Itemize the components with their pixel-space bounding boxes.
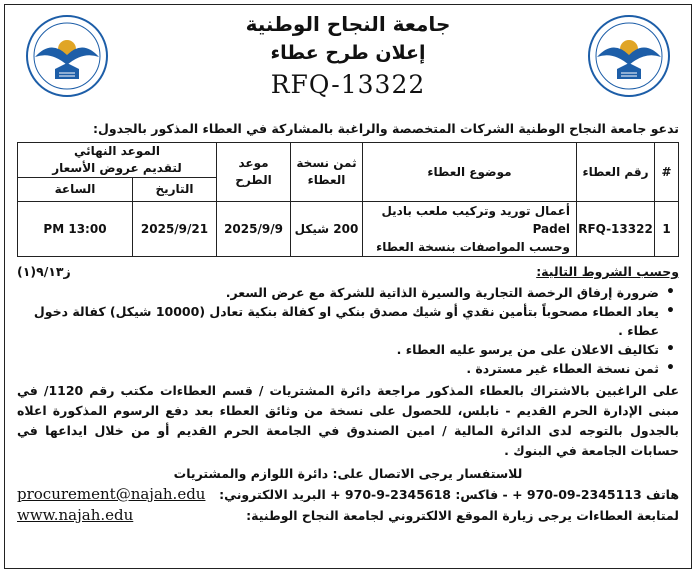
header-deadline	[18, 143, 217, 178]
conditions-ref: ز٩/١٣(١)	[17, 264, 71, 279]
header-deadline-date: التاريخ	[133, 178, 217, 202]
header	[17, 9, 679, 117]
instructions-paragraph: على الراغبين بالاشتراك بالعطاء المذكور مراجعة دائرة المشتريات / قسم العطاءات مكتب رقم 1120/ في مبنى الإدارة الحرم القديم - نابلس، للحصول على نسخة من وثائق العطاء بعد دفع الرسوم المذكورة اعلاه بالجدول بالتوجه لدى الدائرة المالية / امين الصندوق في الجامعة الحرم القديم أو من خلال ايداعها في حسابات الجامعة في البنوك .	[17, 383, 679, 458]
cell-deadline-date: 2025/9/21	[133, 202, 217, 257]
email-link[interactable]: procurement@najah.edu	[17, 485, 206, 503]
announcement-title: إعلان طرح عطاء	[270, 42, 426, 64]
conditions-list	[17, 283, 679, 378]
cell-date: 2025/9/9	[217, 202, 291, 257]
header-deadline-line2: لتقديم عروض الأسعار	[52, 161, 182, 175]
cell-subject	[363, 202, 577, 257]
rfq-number: RFQ-13322	[270, 70, 426, 99]
intro-text: تدعو جامعة النجاح الوطنية الشركات المتخصصة والراغبة بالمشاركة في العطاء المذكور بالجدول:	[93, 121, 679, 136]
condition-item: • تكاليف الاعلان على من يرسو عليه العطاء .	[17, 340, 659, 359]
conditions-label: وحسب الشروط التالية:	[536, 264, 679, 279]
tender-table	[17, 142, 679, 257]
cell-price: 200 شيكل	[291, 202, 363, 257]
university-logo-left	[21, 13, 113, 99]
header-date	[217, 143, 291, 202]
header-num: #	[655, 143, 679, 202]
phone-fax-text: هاتف 2345113-09-970 + - فاكس: 2345618-9-970 + البريد الالكتروني:	[219, 487, 679, 502]
cell-deadline-time: 13:00 PM	[18, 202, 133, 257]
cell-subject-line2: وحسب المواصفات بنسخة العطاء	[376, 240, 570, 254]
university-crest-icon	[21, 13, 113, 99]
university-name: جامعة النجاح الوطنية	[245, 12, 451, 36]
condition-item: • ثمن نسخة العطاء غير مستردة .	[17, 359, 659, 378]
university-crest-icon	[583, 13, 675, 99]
website-line	[17, 505, 679, 526]
table-row	[18, 202, 679, 257]
header-price	[291, 143, 363, 202]
header-subject: موضوع العطاء	[363, 143, 577, 202]
website-text: لمتابعة العطاءات يرجى زيارة الموقع الالكتروني لجامعة النجاح الوطنية:	[246, 508, 679, 523]
cell-num: 1	[655, 202, 679, 257]
title-block	[137, 9, 559, 103]
header-price-line2: العطاء	[307, 173, 346, 187]
conditions-header	[17, 263, 679, 281]
header-deadline-time: الساعة	[18, 178, 133, 202]
header-date-line1: موعد	[238, 156, 269, 170]
header-price-line1: ثمن نسخة	[296, 156, 357, 170]
website-link[interactable]: www.najah.edu	[17, 506, 134, 524]
university-logo	[583, 13, 675, 99]
contact-title: للاستفسار يرجى الاتصال على: دائرة اللوازم والمشتريات	[173, 466, 523, 481]
header-date-line2: الطرح	[235, 173, 272, 187]
contact-phone-line	[17, 484, 679, 505]
cell-subject-line1: أعمال توريد وتركيب ملعب باديل Padel	[381, 204, 570, 236]
condition-item: • ضرورة إرفاق الرخصة التجارية والسيرة الذاتية للشركة مع عرض السعر.	[17, 283, 659, 302]
announcement-frame	[4, 4, 692, 569]
cell-rfq: RFQ-13322	[577, 202, 655, 257]
header-deadline-line1: الموعد النهائي	[73, 144, 161, 158]
condition-item: • يعاد العطاء مصحوباً بتأمين نقدي أو شيك مصدق بنكي او كفالة بنكية تعادل (10000 شيكل) كفالة دخول عطاء .	[17, 302, 659, 340]
header-rfq: رقم العطاء	[577, 143, 655, 202]
